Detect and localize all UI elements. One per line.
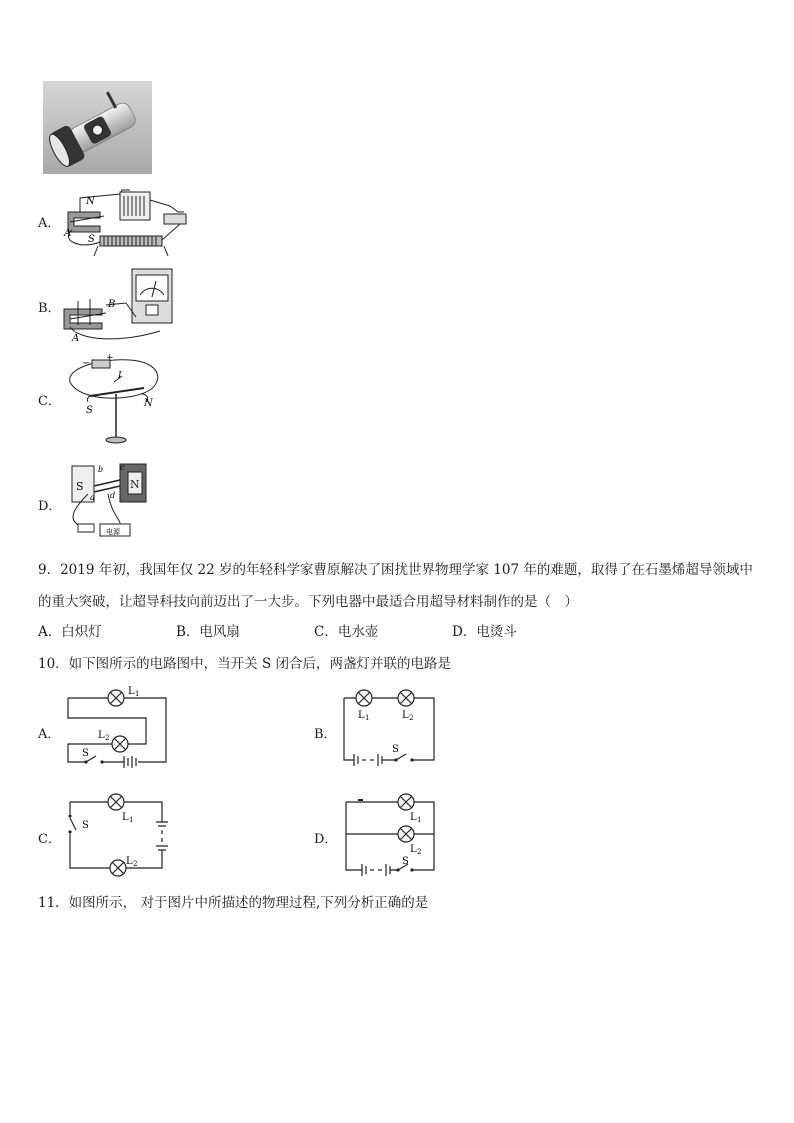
q8-c-label-s: S <box>86 405 93 416</box>
q10-a-l1: L <box>128 686 135 697</box>
q9-option-c[interactable]: C．电水壶 <box>314 624 379 640</box>
q10-circuit-b[interactable] <box>340 684 440 769</box>
q10-b-lamp-1 <box>356 690 372 706</box>
q8-b-label-a: A <box>72 333 80 344</box>
q8-option-c-label[interactable]: C． <box>38 394 61 409</box>
q9-option-b[interactable]: B．电风扇 <box>176 624 240 640</box>
q10-b-l2: L <box>402 710 409 721</box>
q8-d-label-a: a <box>90 493 95 502</box>
q8-d-label-s: S <box>76 480 84 493</box>
q10-a-l2: L <box>98 730 105 741</box>
q8-c-label-n: N <box>144 398 153 409</box>
q8-option-b-label[interactable]: B． <box>38 301 61 316</box>
q10-b-l1-sub: 1 <box>365 714 370 722</box>
q8-d-power-source-label: 电源 <box>106 528 120 536</box>
q8-option-d-label[interactable]: D． <box>38 499 62 514</box>
q8-b-label-b: B <box>108 299 116 310</box>
q10-circuit-d[interactable] <box>340 790 440 882</box>
q8-a-label-a: A <box>64 228 72 239</box>
q10-d-l2-sub: 2 <box>417 848 422 856</box>
q8-c-label-minus: − <box>82 358 91 369</box>
q10-a-switch-label: S <box>82 748 89 759</box>
q10-d-l1-sub: 1 <box>417 816 422 824</box>
q11-stem: 11．如图所示， 对于图片中所描述的物理过程,下列分析正确的是 <box>38 895 429 911</box>
q10-d-lamp-1 <box>398 794 414 810</box>
q9-stem-line1: 9．2019 年初，我国年仅 22 岁的年轻科学家曹原解决了困扰世界物理学家 107 年的难题，取得了在石墨烯超导领域中 <box>38 562 753 578</box>
q8-c-label-plus: + <box>106 353 114 363</box>
q8-d-label-n: N <box>130 478 140 491</box>
q8-option-a-figure[interactable] <box>60 182 190 257</box>
q10-c-l2-sub: 2 <box>133 860 138 868</box>
q10-circuit-a[interactable] <box>62 684 172 774</box>
q10-c-lamp-2 <box>110 860 126 876</box>
q10-c-l1-sub: 1 <box>129 816 134 824</box>
q8-option-a-label[interactable]: A． <box>38 216 61 231</box>
q9-stem-line2: 的重大突破，让超导科技向前迈出了一大步。下列电器中最适合用超导材料制作的是（ ） <box>38 594 578 610</box>
q8-option-c-figure[interactable] <box>60 350 170 450</box>
q8-c-label-i: I <box>118 371 122 381</box>
flashlight-image <box>43 81 152 174</box>
q10-a-l1-sub: 1 <box>135 690 140 698</box>
q10-b-lamp-2 <box>398 690 414 706</box>
q10-option-d-label[interactable]: D． <box>314 832 338 847</box>
q10-d-switch-label: S <box>402 856 409 867</box>
q10-b-l2-sub: 2 <box>409 714 414 722</box>
q9-option-a[interactable]: A．白炽灯 <box>38 624 102 640</box>
q10-circuit-c[interactable] <box>64 790 174 880</box>
q8-a-label-n: N <box>86 196 95 207</box>
q10-d-lamp-2 <box>398 826 414 842</box>
q8-option-d-figure[interactable] <box>62 460 157 545</box>
q10-d-l1: L <box>410 812 417 823</box>
q10-a-lamp-2 <box>112 736 128 752</box>
q10-option-c-label[interactable]: C． <box>38 832 61 847</box>
q10-a-lamp-1 <box>108 690 124 706</box>
q10-b-switch-label: S <box>392 744 399 755</box>
q10-a-l2-sub: 2 <box>105 734 110 742</box>
q10-c-lamp-1 <box>108 794 124 810</box>
q8-option-b-figure[interactable] <box>60 265 180 345</box>
q8-d-label-c: c <box>120 463 125 472</box>
q10-b-l1: L <box>358 710 365 721</box>
q10-c-l2: L <box>126 856 133 867</box>
q10-c-switch-label: S <box>82 820 89 831</box>
q10-option-a-label[interactable]: A． <box>38 727 61 742</box>
q10-option-b-label[interactable]: B． <box>314 727 337 742</box>
q10-stem: 10．如下图所示的电路图中，当开关 S 闭合后，两盏灯并联的电路是 <box>38 656 452 672</box>
q9-option-d[interactable]: D．电烫斗 <box>452 624 517 640</box>
q10-d-l2: L <box>410 844 417 855</box>
q8-a-label-s: S <box>88 234 95 245</box>
q8-d-label-b: b <box>98 465 104 474</box>
q8-d-label-d: d <box>110 491 116 500</box>
q10-c-l1: L <box>122 812 129 823</box>
